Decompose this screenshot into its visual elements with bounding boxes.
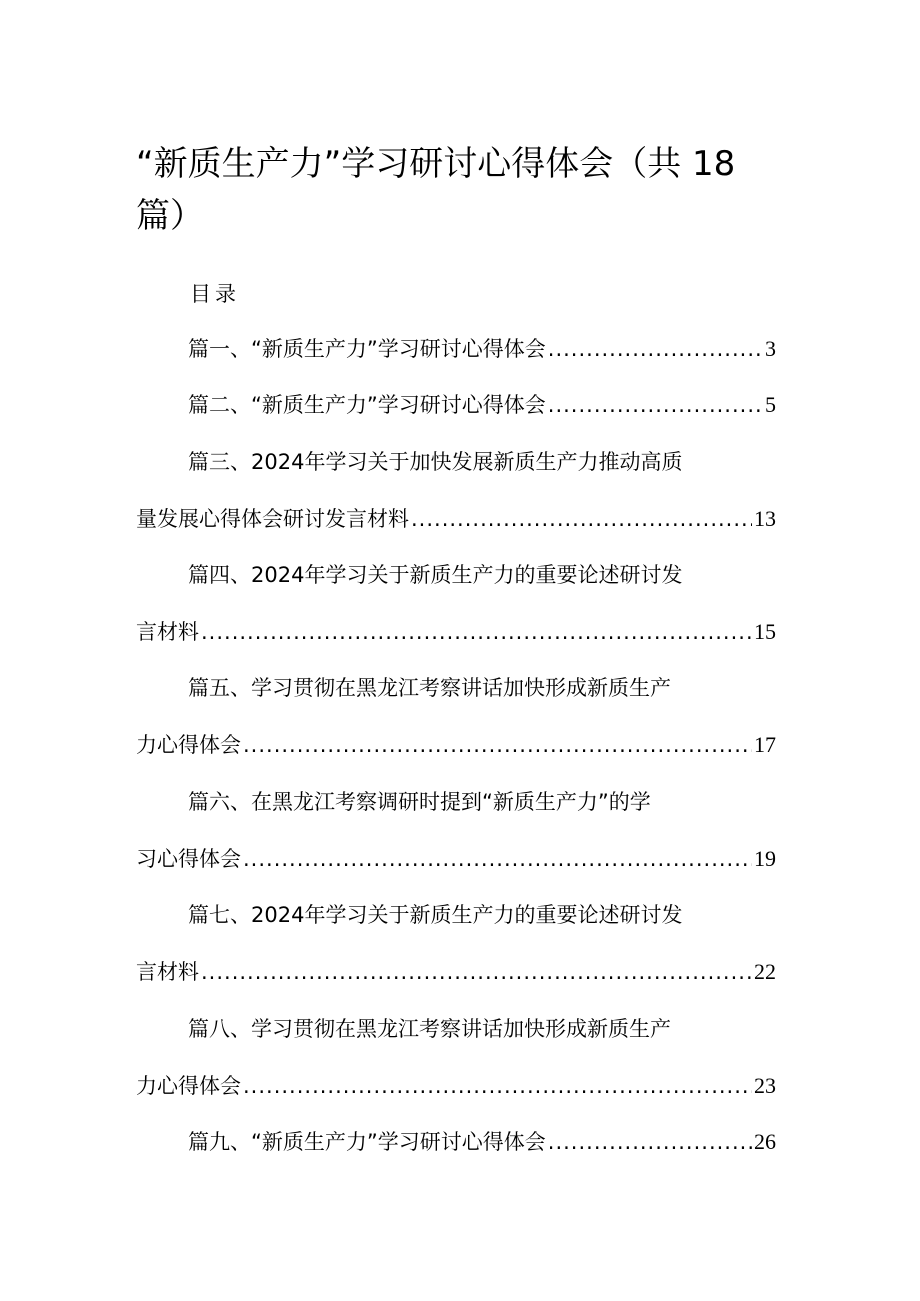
title-line-2: 篇） [136,196,204,236]
toc-entry-title-continued: 习心得体会 [136,847,241,871]
toc-page-number: 5 [765,392,776,417]
toc-page-number: 15 [754,619,776,644]
toc-leader-dots [548,391,763,419]
toc-page-number: 23 [754,1073,776,1098]
toc-entry-title: 篇七、2024年学习关于新质生产力的重要论述研讨发 [188,903,683,927]
toc-entry-title: 篇八、学习贯彻在黑龙江考察讲话加快形成新质生产 [188,1017,671,1041]
toc-leader-dots [201,958,752,986]
toc-page-number: 22 [754,959,776,984]
title-line-1: “新质生产力”学习研讨心得体会（共 18 [136,144,736,184]
toc-page-number: 26 [754,1129,776,1154]
toc-entry-title: 篇五、学习贯彻在黑龙江考察讲话加快形成新质生产 [188,676,671,700]
toc-entry-title-continued: 言材料 [136,960,199,984]
toc-leader-dots [243,1072,752,1100]
toc-leader-dots [548,1128,752,1156]
toc-entry-title-continued: 力心得体会 [136,733,241,757]
toc-entry-title: 篇四、2024年学习关于新质生产力的重要论述研讨发 [188,563,683,587]
toc-page-number: 17 [754,732,776,757]
toc-entry-title: 篇三、2024年学习关于加快发展新质生产力推动高质 [188,450,683,474]
toc-leader-dots [243,845,752,873]
toc-entry-title-continued: 言材料 [136,620,199,644]
toc-leader-dots [411,505,752,533]
toc-page-number: 3 [765,336,776,361]
toc-entry-title: 篇二、“新质生产力”学习研讨心得体会 [188,393,546,417]
toc-leader-dots [548,335,763,363]
document-title [136,138,776,242]
toc-entry-title: 篇一、“新质生产力”学习研讨心得体会 [188,337,546,361]
toc-entry-title: 篇九、“新质生产力”学习研讨心得体会 [188,1130,546,1154]
toc-heading: 目录 [190,282,240,306]
toc-page-number: 13 [754,506,776,531]
toc-entry-title-continued: 力心得体会 [136,1074,241,1098]
toc-page-number: 19 [754,846,776,871]
toc-leader-dots [201,618,752,646]
toc-leader-dots [243,731,752,759]
toc-entry-title-continued: 量发展心得体会研讨发言材料 [136,507,409,531]
toc-entry-title: 篇六、在黑龙江考察调研时提到“新质生产力”的学 [188,790,651,814]
